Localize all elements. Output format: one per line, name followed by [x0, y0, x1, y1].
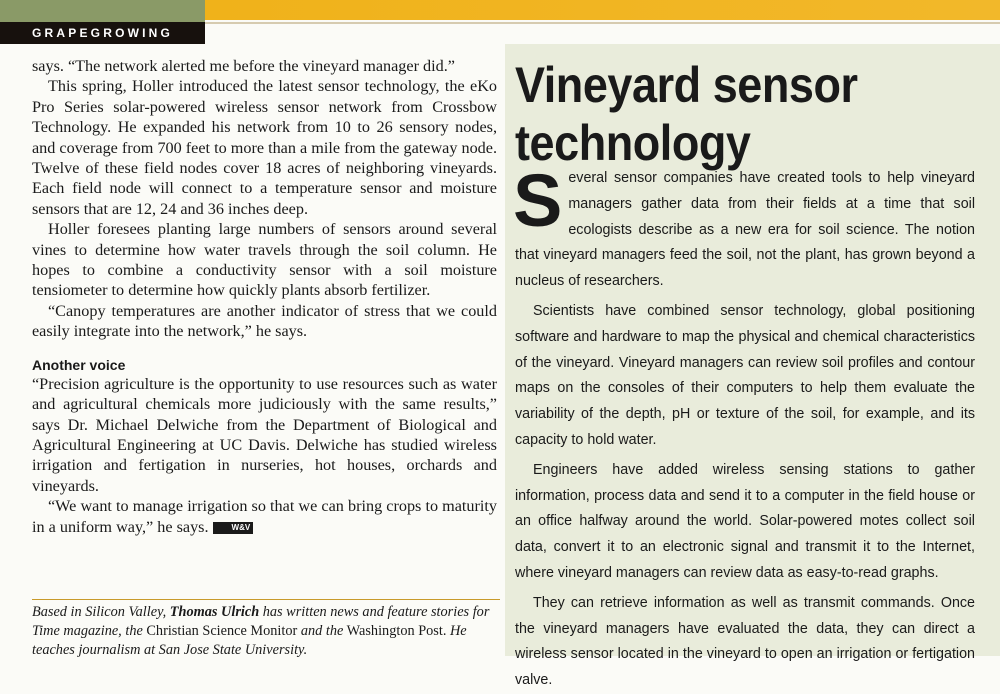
article-paragraph-final — [32, 496, 497, 537]
article-paragraph: “Precision agriculture is the opportunity to use resources such as water and agricultural chemicals more judiciously with the same results,” says Dr. Michael Delwiche from the Department of Biological and Agricultural Engineering at UC Davis. Delwiche has studied wireless irrigation and fertigation in nurseries, hot houses, orchards and vineyards. — [32, 374, 497, 495]
author-bio — [32, 603, 497, 660]
header-bar-yellow — [205, 0, 1000, 20]
publication-name: Christian Science Monitor — [142, 623, 301, 639]
sidebar-paragraph: Engineers have added wireless sensing stations to gather information, process data and send it to a computer in the field house or an office halfway around the world. Solar-powered motes collect soil data, convert it to an electronic signal and transmit it to the Internet, where vineyard managers can review data as easy-to-read graphs. — [515, 461, 975, 581]
article-paragraph: Holler foresees planting large numbers of sensors around several vines to determine how water travels through the soil column. He hopes to combine a conductivity sensor with a soil moisture tensiometer to determine how quickly plants absorb fertilizer. — [32, 220, 497, 300]
drop-cap: S — [513, 159, 563, 242]
section-label: GRAPEGROWING — [0, 22, 205, 44]
bio-text: and the — [300, 623, 344, 639]
publication-name: Washington Post. — [343, 623, 450, 639]
author-name: Thomas Ulrich — [169, 604, 260, 620]
sidebar-paragraph — [513, 159, 975, 295]
bio-text: Based in Silicon Valley, — [32, 604, 170, 620]
article-paragraph: This spring, Holler introduced the latest sensor technology, the eKo Pro Series solar-powered wireless sensor network from Crossbow Technology. He expanded his network from 10 to 26 sensory nodes, and coverage from 700 feet to more than a mile from the gateway node. Twelve of these field nodes cover 18 acres of neighboring vineyards. Each field node will connect to a temperature sensor and moisture sensors that are 12, 24 and 36 inches deep. — [32, 77, 497, 218]
bio-text: the — [125, 623, 143, 639]
end-mark-logo: W&V — [213, 522, 254, 534]
sidebar-body — [513, 159, 975, 694]
sidebar-headline: Vineyard sensor technology — [515, 57, 858, 171]
article-paragraph-text: “We want to manage irrigation so that we can bring crops to maturity in a uniform way,” he says. — [32, 497, 497, 536]
sidebar-paragraph: They can retrieve information as well as transmit commands. Once the vineyard managers have evaluated the data, they can direct a wireless sensor located in the vineyard to open an irrigation or fertigation valve. — [515, 594, 975, 689]
bio-text: magazine, — [59, 623, 126, 639]
header-rule — [205, 22, 1000, 24]
main-article-column — [32, 56, 497, 537]
header-bar-olive — [0, 0, 205, 22]
publication-name: Time — [32, 623, 60, 639]
bio-divider — [32, 599, 500, 600]
sidebar-paragraph-text: everal sensor companies have created tools to help vineyard managers gather data from their fields at a time that soil ecologists describe as a new era for soil science. The notion that vineyard managers feed the soil, not the plant, has grown beyond a nucleus of researchers. — [515, 170, 975, 290]
article-paragraph: “Canopy temperatures are another indicator of stress that we could easily integrate into the network,” he says. — [32, 301, 497, 341]
article-paragraph: says. “The network alerted me before the vineyard manager did.” — [32, 57, 455, 75]
sidebar-paragraph: Scientists have combined sensor technology, global positioning software and hardware to map the physical and chemical characteristics of the vineyard. Vineyard managers can review soil profiles and contour maps on the consoles of their computers to help them evaluate the variability of the depth, pH or texture of the soil, for example, and its capacity to hold water. — [515, 302, 975, 448]
bio-text: has written news and feature stories for — [259, 604, 490, 620]
article-subhead: Another voice — [32, 356, 126, 373]
bio-text: He teaches journalism at San Jose State University. — [32, 623, 467, 658]
